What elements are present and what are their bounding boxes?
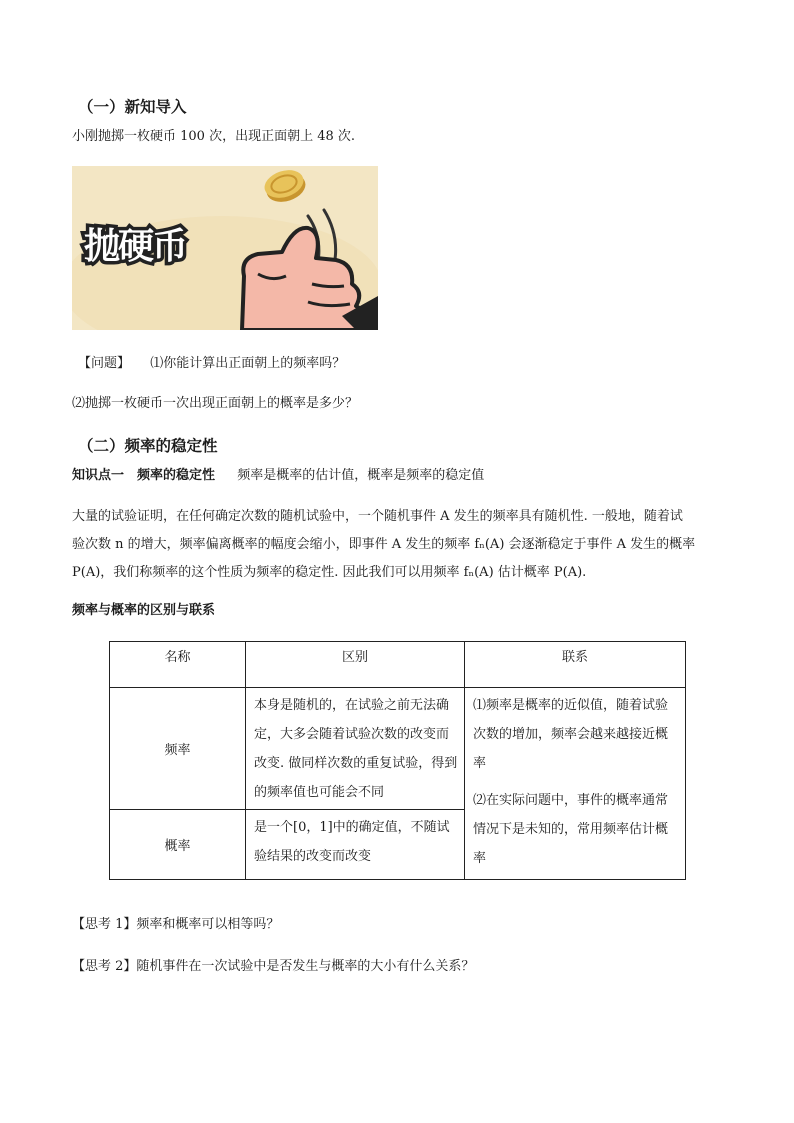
probability-difference-text: 是一个[0，1]中的确定值，不随试验结果的改变而改变 xyxy=(254,820,450,864)
question-label: 【问题】 xyxy=(78,356,131,371)
question-2: ⑵抛掷一枚硬币一次出现正面朝上的概率是多少？ xyxy=(72,396,359,411)
knowledge-text: 频率是概率的估计值，概率是频率的稳定值 xyxy=(237,468,485,483)
paragraph-line-3: P(A)，我们称频率的这个性质为频率的稳定性. 因此我们可以用频率 fₙ(A) 估计概率 P(A). xyxy=(72,565,587,580)
connection-1: ⑴频率是概率的近似值，随着试验次数的增加，频率会越来越接近概率 xyxy=(473,698,669,771)
row-frequency-difference xyxy=(246,688,465,810)
connection-2: ⑵在实际问题中，事件的概率通常情况下是未知的，常用频率估计概率 xyxy=(473,793,669,866)
row-probability-difference xyxy=(246,810,465,880)
paragraph-line-2: 验次数 n 的增大，频率偏离概率的幅度会缩小，即事件 A 发生的频率 fₙ(A) 会逐渐稳定于事件 A 发生的概率 xyxy=(72,537,696,552)
section1-heading: （一）新知导入 xyxy=(78,98,187,116)
row-frequency-name: 频率 xyxy=(110,688,246,810)
intro-text: 小刚抛掷一枚硬币 100 次，出现正面朝上 48 次. xyxy=(72,129,356,144)
header-connection: 联系 xyxy=(465,642,686,688)
row-probability-name: 概率 xyxy=(110,810,246,880)
table-row xyxy=(110,688,686,810)
header-name: 名称 xyxy=(110,642,246,688)
question-row xyxy=(78,354,345,374)
paragraph-line-1: 大量的试验证明，在任何确定次数的随机试验中，一个随机事件 A 发生的频率具有随机性. 一般地，随着试 xyxy=(72,509,683,524)
question-1: ⑴你能计算出正面朝上的频率吗？ xyxy=(150,356,346,371)
coin-toss-lettering xyxy=(84,226,186,267)
comparison-table xyxy=(109,641,686,880)
table-header-row xyxy=(110,642,686,688)
knowledge-point xyxy=(72,466,484,486)
connection-cell xyxy=(465,688,686,880)
svg-text:抛硬币: 抛硬币 xyxy=(84,226,187,267)
section2-heading: （二）频率的稳定性 xyxy=(78,437,218,455)
header-difference: 区别 xyxy=(246,642,465,688)
coin-toss-image xyxy=(72,166,378,330)
think-1: 【思考 1】频率和概率可以相等吗？ xyxy=(72,917,280,932)
think-2: 【思考 2】随机事件在一次试验中是否发生与概率的大小有什么关系？ xyxy=(72,959,475,974)
table-title: 频率与概率的区别与联系 xyxy=(72,603,216,618)
stability-paragraph xyxy=(72,503,732,587)
knowledge-label: 知识点一 频率的稳定性 xyxy=(72,468,216,483)
frequency-difference-text: 本身是随机的，在试验之前无法确定，大多会随着试验次数的改变而改变. 做同样次数的重复试验，得到的频率值也可能会不同 xyxy=(254,698,458,800)
